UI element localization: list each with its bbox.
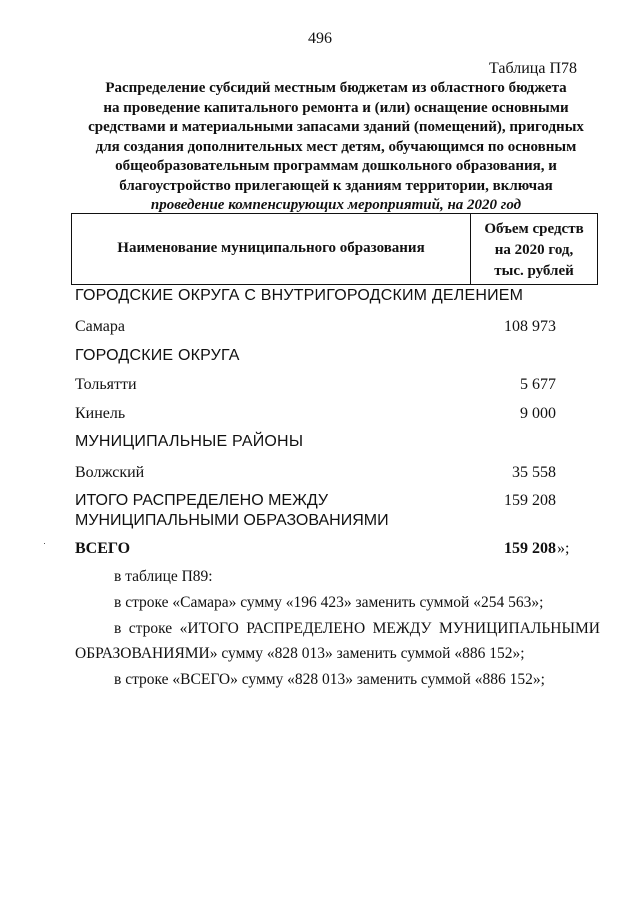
- section-heading: МУНИЦИПАЛЬНЫЕ РАЙОНЫ: [75, 433, 304, 450]
- row-value: 35 558: [512, 464, 556, 481]
- column-header-name: Наименование муниципального образования: [117, 240, 425, 256]
- row-name: Кинель: [75, 405, 126, 422]
- table-header-top-border: [71, 213, 598, 214]
- amendment-line: в строке «Самара» сумму «196 423» заменить суммой «254 563»;: [114, 594, 544, 611]
- table-header-bottom-border: [71, 284, 598, 285]
- column-header-volume-line: Объем средств: [484, 221, 584, 237]
- table-header-column-divider: [470, 213, 471, 285]
- row-value: 9 000: [520, 405, 556, 422]
- title-line: для создания дополнительных мест детям, обучающимся по основным: [95, 138, 577, 155]
- total-row-name-line: МУНИЦИПАЛЬНЫМИ ОБРАЗОВАНИЯМИ: [75, 512, 389, 529]
- grand-total-value: 159 208: [504, 540, 556, 557]
- amendment-line-continued: ОБРАЗОВАНИЯМИ» сумму «828 013» заменить суммой «886 152»;: [75, 645, 525, 662]
- column-header-volume-line: тыс. рублей: [494, 263, 574, 279]
- table-label: Таблица П78: [489, 60, 577, 77]
- table-header-right-border: [597, 213, 598, 285]
- section-heading: ГОРОДСКИЕ ОКРУГА С ВНУТРИГОРОДСКИМ ДЕЛЕНИЕМ: [75, 287, 524, 304]
- title-line: благоустройство прилегающей к зданиям территории, включая: [119, 177, 553, 194]
- amendment-line: в строке «ВСЕГО» сумму «828 013» заменить суммой «886 152»;: [114, 671, 545, 688]
- section-heading: ГОРОДСКИЕ ОКРУГА: [75, 347, 240, 364]
- total-row-name: [75, 491, 389, 531]
- title-line: общеобразовательным программам дошкольного образования, и: [115, 158, 557, 174]
- row-name: Самара: [75, 318, 125, 335]
- grand-total-name: ВСЕГО: [75, 540, 131, 557]
- amendment-line: в строке «ИТОГО РАСПРЕДЕЛЕНО МЕЖДУ МУНИЦИПАЛЬНЫМИ: [114, 620, 600, 637]
- margin-mark: [44, 543, 45, 544]
- title-line: проведение компенсирующих мероприятий, на 2020 год: [150, 197, 522, 213]
- title-line: Распределение субсидий местным бюджетам из областного бюджета: [105, 80, 567, 96]
- title-line: на проведение капитального ремонта и (или) оснащение основными: [103, 99, 569, 116]
- total-row-name-line: ИТОГО РАСПРЕДЕЛЕНО МЕЖДУ: [75, 492, 329, 509]
- row-name: Волжский: [75, 464, 145, 481]
- row-value: 5 677: [520, 376, 556, 393]
- column-header-volume: [472, 219, 596, 282]
- row-name: Тольятти: [75, 376, 137, 393]
- table-title: [70, 79, 602, 216]
- amendment-intro: в таблице П89:: [114, 568, 213, 585]
- total-row-value: 159 208: [504, 492, 556, 509]
- page-number: 496: [308, 30, 332, 47]
- grand-total-suffix: »;: [557, 540, 570, 557]
- column-header-volume-line: на 2020 год,: [494, 242, 574, 258]
- row-value: 108 973: [504, 318, 556, 335]
- title-line: средствами и материальными запасами зданий (помещений), пригодных: [88, 119, 584, 135]
